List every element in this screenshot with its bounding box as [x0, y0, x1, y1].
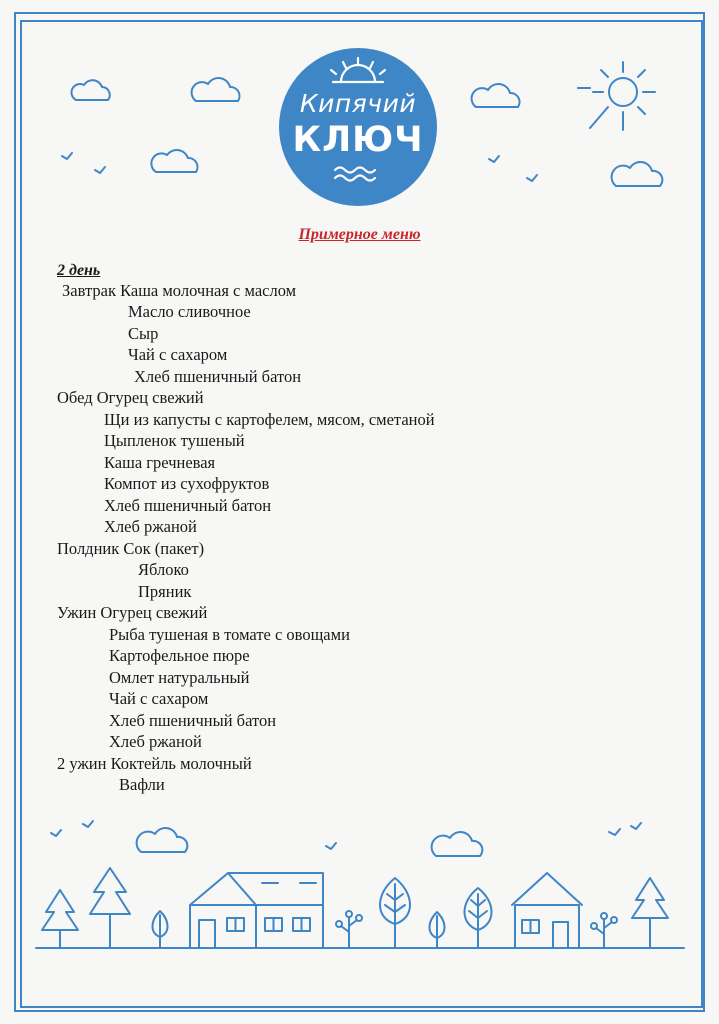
menu-line: Каша гречневая	[104, 453, 216, 472]
fir-tree-icon	[42, 890, 78, 948]
menu-title: Примерное меню	[298, 226, 421, 243]
bird-icon	[95, 167, 105, 173]
cloud-icon	[472, 84, 520, 107]
menu-line: Обед Огурец свежий	[57, 388, 204, 407]
sprig-icon	[591, 913, 617, 948]
menu-line: Масло сливочное	[128, 302, 251, 321]
menu-line: Яблоко	[138, 560, 189, 579]
menu-line: Полдник Сок (пакет)	[57, 539, 205, 558]
logo	[279, 48, 437, 206]
sun-icon	[578, 62, 655, 130]
menu-line: Хлеб ржаной	[104, 517, 197, 536]
cloud-icon	[137, 828, 188, 852]
bird-icon	[609, 829, 620, 835]
cloud-icon	[192, 78, 240, 101]
cloud-icon	[612, 162, 663, 186]
bird-icon	[326, 843, 336, 849]
day-label: 2 день	[57, 262, 101, 279]
menu-line: Чай с сахаром	[109, 689, 209, 708]
bird-icon	[62, 153, 72, 159]
bird-icon	[83, 821, 93, 827]
tree-icon	[430, 912, 445, 948]
bird-icon	[631, 823, 641, 829]
menu-line: Цыпленок тушеный	[104, 431, 245, 450]
cloud-icon	[432, 832, 483, 856]
cloud-icon	[72, 80, 110, 100]
tree-icon	[465, 888, 492, 948]
menu-line: Чай с сахаром	[128, 345, 228, 364]
logo-text-line-1: Кипячий	[299, 89, 417, 118]
menu-line: Рыба тушеная в томате с овощами	[109, 625, 350, 644]
menu-line: Картофельное пюре	[109, 646, 250, 665]
menu-line: Ужин Огурец свежий	[57, 603, 208, 622]
logo-text-line-2: КЛЮЧ	[292, 120, 424, 160]
menu-line: Хлеб пшеничный батон	[134, 367, 302, 386]
tree-icon	[153, 911, 168, 948]
menu-line: Хлеб ржаной	[109, 732, 202, 751]
menu-line: Вафли	[119, 775, 165, 794]
menu-line: Омлет натуральный	[109, 668, 250, 687]
menu-line: Пряник	[138, 582, 192, 601]
house-icon	[190, 873, 323, 948]
sprig-icon	[336, 911, 362, 948]
bird-icon	[489, 156, 499, 162]
menu-line: Сыр	[128, 324, 159, 343]
fir-tree-icon	[90, 868, 130, 948]
cloud-icon	[151, 150, 197, 172]
fir-tree-icon	[632, 878, 668, 948]
menu-line: 2 ужин Коктейль молочный	[57, 754, 252, 773]
menu-line: Завтрак Каша молочная с маслом	[62, 281, 297, 300]
tree-icon	[380, 878, 410, 948]
bird-icon	[527, 175, 537, 181]
bird-icon	[51, 830, 61, 836]
menu-line: Хлеб пшеничный батон	[109, 711, 277, 730]
menu-line: Щи из капусты с картофелем, мясом, сметаной	[104, 410, 435, 429]
house-icon	[512, 873, 582, 948]
menu-line: Компот из сухофруктов	[104, 474, 270, 493]
menu-line: Хлеб пшеничный батон	[104, 496, 272, 515]
